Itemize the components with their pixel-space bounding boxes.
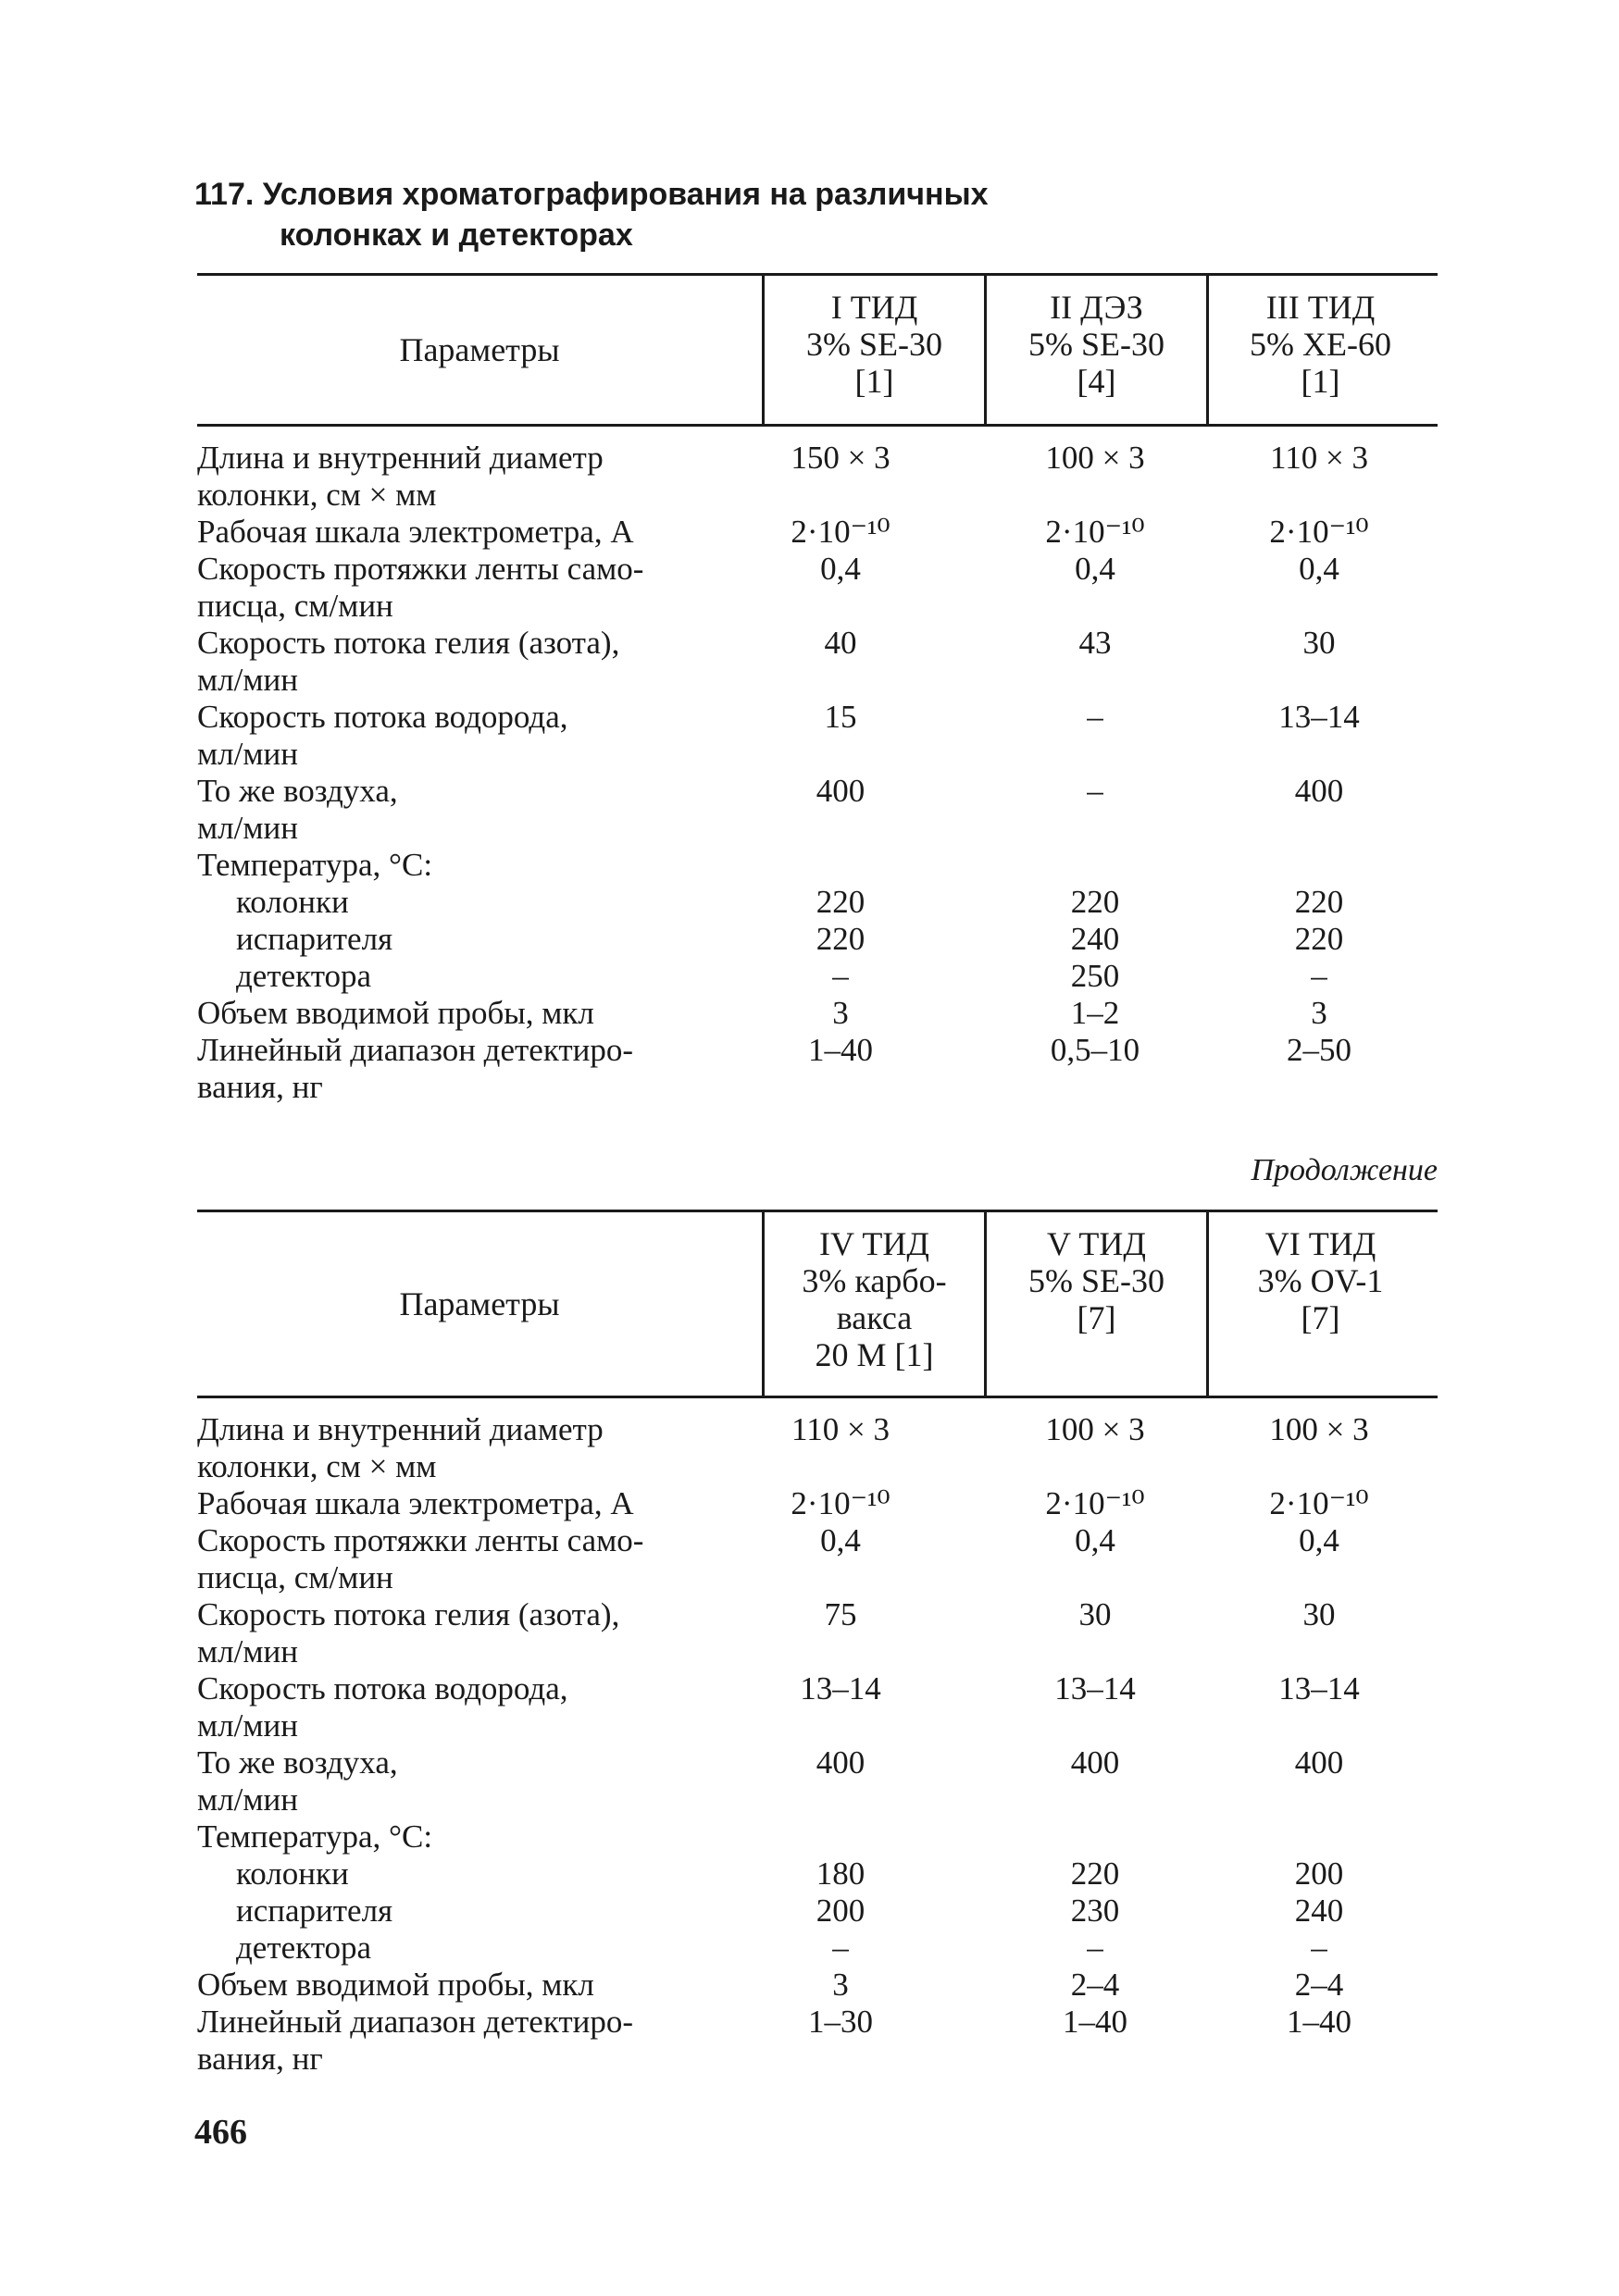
- cell-value: 150 × 3: [791, 440, 890, 476]
- row-label: [197, 1596, 762, 1670]
- table-row: [197, 1032, 1438, 1106]
- title-line-1: 117. Условия хроматографирования на различных: [194, 177, 989, 212]
- row-label-line: Линейный диапазон детектиро-: [197, 1032, 634, 1068]
- cell-value: 220: [1294, 884, 1344, 920]
- row-label-line: мл/мин: [197, 662, 298, 698]
- cell-value: –: [1311, 958, 1327, 994]
- row-label: [197, 2004, 762, 2078]
- cell-value: 240: [1070, 921, 1120, 957]
- table-row: [197, 1855, 1438, 1893]
- cell-value: 240: [1294, 1893, 1344, 1929]
- column-header-line: III ТИД: [1265, 289, 1376, 326]
- cell-value: 2·10⁻¹⁰: [1269, 514, 1369, 550]
- column-header: [1206, 276, 1432, 424]
- table-row: [197, 625, 1438, 699]
- row-label-line: Длина и внутренний диаметр: [197, 440, 604, 476]
- row-label-line: Скорость потока гелия (азота),: [197, 1596, 620, 1632]
- row-label-line: испарителя: [236, 1893, 393, 1929]
- column-header: [984, 276, 1206, 424]
- cell-value: 200: [816, 1893, 866, 1929]
- cell-value: 15: [824, 699, 857, 735]
- table-row: [197, 884, 1438, 921]
- row-label-line: Линейный диапазон детектиро-: [197, 2004, 634, 2040]
- cell-value: 2–4: [1070, 1967, 1120, 2003]
- row-label-line: мл/мин: [197, 736, 298, 772]
- row-label-line: писца, см/мин: [197, 588, 393, 624]
- cell-value: 220: [1294, 921, 1344, 957]
- column-header-line: [1]: [1301, 363, 1340, 400]
- cell-value: [984, 847, 1206, 884]
- cell-value: 220: [816, 884, 866, 920]
- cell-value: 1–40: [1063, 2004, 1127, 2040]
- column-header-line: II ДЭЗ: [1050, 289, 1143, 326]
- cell-value: 400: [1294, 773, 1344, 809]
- cell-value: [1206, 1818, 1432, 1855]
- row-label-line: детектора: [236, 958, 372, 994]
- row-label-line: Рабочая шкала электрометра, А: [197, 1485, 634, 1521]
- table-row: [197, 1818, 1438, 1855]
- table-row: [197, 1411, 1438, 1485]
- row-label: [197, 884, 762, 921]
- table-header: [197, 1212, 1438, 1396]
- cell-value: 1–40: [808, 1032, 873, 1068]
- row-label: [197, 1967, 762, 2004]
- row-label-line: детектора: [236, 1930, 372, 1966]
- row-label-line: колонки, см × мм: [197, 1448, 437, 1484]
- row-label: [197, 921, 762, 958]
- cell-value: 13–14: [1054, 1670, 1136, 1706]
- row-label-line: Температура, °С:: [197, 1818, 433, 1855]
- table-row: [197, 1596, 1438, 1670]
- cell-value: 0,4: [1075, 551, 1115, 587]
- row-label: [197, 699, 762, 773]
- row-label-line: мл/мин: [197, 1781, 298, 1818]
- row-label-line: То же воздуха,: [197, 773, 398, 809]
- table-row: [197, 1930, 1438, 1967]
- cell-value: 110 × 3: [1270, 440, 1368, 476]
- column-header-line: IV ТИД: [819, 1225, 929, 1262]
- row-label: [197, 1522, 762, 1596]
- cell-value: 400: [1294, 1744, 1344, 1781]
- cell-value: 13–14: [1278, 1670, 1360, 1706]
- column-header-line: 3% OV-1: [1257, 1262, 1384, 1299]
- column-header-line: 3% SE-30: [806, 326, 942, 363]
- cell-value: 30: [1302, 1596, 1336, 1632]
- table-row: [197, 958, 1438, 995]
- cell-value: 2·10⁻¹⁰: [791, 1485, 890, 1521]
- row-label: [197, 514, 762, 551]
- cell-value: –: [1311, 1930, 1327, 1966]
- header-parameters: Параметры: [399, 331, 560, 368]
- column-header-line: вакса: [836, 1299, 913, 1336]
- cell-value: 2·10⁻¹⁰: [1045, 514, 1145, 550]
- cell-value: 30: [1078, 1596, 1112, 1632]
- table-row: [197, 773, 1438, 847]
- cell-value: 100 × 3: [1045, 440, 1145, 476]
- cell-value: 1–30: [808, 2004, 873, 2040]
- row-label: [197, 1855, 762, 1893]
- row-label: [197, 1032, 762, 1106]
- row-label: [197, 625, 762, 699]
- row-label-line: Длина и внутренний диаметр: [197, 1411, 604, 1447]
- row-label-line: писца, см/мин: [197, 1559, 393, 1595]
- header-parameters: Параметры: [399, 1285, 560, 1322]
- row-label-line: вания, нг: [197, 1069, 323, 1105]
- table-row: [197, 440, 1438, 514]
- row-label-line: колонки: [236, 884, 349, 920]
- row-label-line: То же воздуха,: [197, 1744, 398, 1781]
- column-header: [1206, 1212, 1432, 1396]
- row-label-line: Скорость потока водорода,: [197, 1670, 568, 1706]
- row-label-line: испарителя: [236, 921, 393, 957]
- cell-value: 2–50: [1287, 1032, 1351, 1068]
- row-label: [197, 1411, 762, 1485]
- cell-value: –: [832, 958, 849, 994]
- column-header: [762, 1212, 984, 1396]
- cell-value: 250: [1070, 958, 1120, 994]
- table-row: [197, 995, 1438, 1032]
- row-label-line: Рабочая шкала электрометра, А: [197, 514, 634, 550]
- table-row: [197, 1967, 1438, 2004]
- row-label: [197, 847, 762, 884]
- cell-value: [1206, 847, 1432, 884]
- cell-value: 400: [1070, 1744, 1120, 1781]
- cell-value: 0,4: [1075, 1522, 1115, 1558]
- cell-value: 3: [832, 995, 849, 1031]
- cell-value: 0,4: [820, 551, 861, 587]
- cell-value: 2·10⁻¹⁰: [1045, 1485, 1145, 1521]
- cell-value: 40: [824, 625, 857, 661]
- row-label: [197, 1670, 762, 1744]
- row-label: [197, 1818, 762, 1855]
- cell-value: 220: [1070, 884, 1120, 920]
- row-label-line: мл/мин: [197, 1633, 298, 1669]
- table-header: [197, 276, 1438, 424]
- cell-value: 3: [1311, 995, 1327, 1031]
- table-title: [194, 174, 1120, 255]
- cell-value: 180: [816, 1855, 866, 1892]
- cell-value: 100 × 3: [1045, 1411, 1145, 1447]
- cell-value: 2–4: [1294, 1967, 1344, 2003]
- table-row: [197, 2004, 1438, 2078]
- cell-value: 43: [1078, 625, 1112, 661]
- table-row: [197, 514, 1438, 551]
- row-label-line: Объем вводимой пробы, мкл: [197, 1967, 594, 2003]
- table-body: [197, 1398, 1438, 2078]
- cell-value: 100 × 3: [1269, 1411, 1369, 1447]
- column-header-line: I ТИД: [830, 289, 918, 326]
- cell-value: [762, 1818, 984, 1855]
- cell-value: 200: [1294, 1855, 1344, 1892]
- column-header-line: [7]: [1301, 1299, 1340, 1336]
- row-label-line: колонки: [236, 1855, 349, 1892]
- continuation-label: Продолжение: [1251, 1153, 1438, 1187]
- row-label-line: колонки, см × мм: [197, 477, 437, 513]
- row-label: [197, 1485, 762, 1522]
- cell-value: 110 × 3: [791, 1411, 890, 1447]
- cell-value: 230: [1070, 1893, 1120, 1929]
- table-row: [197, 699, 1438, 773]
- row-label: [197, 995, 762, 1032]
- row-label-line: мл/мин: [197, 810, 298, 846]
- column-header-line: [7]: [1077, 1299, 1116, 1336]
- row-label: [197, 551, 762, 625]
- row-label-line: Скорость протяжки ленты само-: [197, 551, 644, 587]
- column-header-line: 3% карбо-: [802, 1262, 947, 1299]
- cell-value: 1–40: [1287, 2004, 1351, 2040]
- cell-value: 1–2: [1070, 995, 1120, 1031]
- cell-value: 3: [832, 1967, 849, 2003]
- table-row: [197, 1485, 1438, 1522]
- table-row: [197, 921, 1438, 958]
- row-label-line: Скорость потока гелия (азота),: [197, 625, 620, 661]
- page-number: 466: [194, 2113, 247, 2152]
- column-header-line: 5% XE-60: [1250, 326, 1391, 363]
- table-2: [197, 1210, 1438, 2078]
- cell-value: 400: [816, 1744, 866, 1781]
- column-header-line: 5% SE-30: [1028, 326, 1164, 363]
- cell-value: –: [1087, 699, 1103, 735]
- row-label-line: Скорость потока водорода,: [197, 699, 568, 735]
- cell-value: 2·10⁻¹⁰: [1269, 1485, 1369, 1521]
- row-label: [197, 440, 762, 514]
- column-header-line: 20 М [1]: [815, 1336, 934, 1373]
- cell-value: –: [1087, 1930, 1103, 1966]
- row-label: [197, 773, 762, 847]
- column-header-line: [4]: [1077, 363, 1116, 400]
- cell-value: 30: [1302, 625, 1336, 661]
- row-label-line: Температура, °С:: [197, 847, 433, 883]
- table-row: [197, 847, 1438, 884]
- cell-value: [984, 1818, 1206, 1855]
- title-line-2: колонках и детекторах: [280, 217, 633, 253]
- table-body: [197, 427, 1438, 1106]
- cell-value: 0,5–10: [1050, 1032, 1140, 1068]
- column-header-line: VI ТИД: [1264, 1225, 1376, 1262]
- row-label: [197, 958, 762, 995]
- row-label-line: Объем вводимой пробы, мкл: [197, 995, 594, 1031]
- cell-value: 0,4: [820, 1522, 861, 1558]
- table-row: [197, 551, 1438, 625]
- cell-value: [762, 847, 984, 884]
- cell-value: 13–14: [800, 1670, 881, 1706]
- row-label: [197, 1893, 762, 1930]
- column-header-line: 5% SE-30: [1028, 1262, 1164, 1299]
- row-label: [197, 1930, 762, 1967]
- table-row: [197, 1744, 1438, 1818]
- table-row: [197, 1893, 1438, 1930]
- row-label-line: мл/мин: [197, 1707, 298, 1744]
- cell-value: 220: [1070, 1855, 1120, 1892]
- column-header: [762, 276, 984, 424]
- table-row: [197, 1670, 1438, 1744]
- column-header: [984, 1212, 1206, 1396]
- cell-value: 2·10⁻¹⁰: [791, 514, 890, 550]
- column-header-line: V ТИД: [1047, 1225, 1146, 1262]
- cell-value: –: [832, 1930, 849, 1966]
- cell-value: 75: [824, 1596, 857, 1632]
- row-label-line: вания, нг: [197, 2041, 323, 2077]
- table-row: [197, 1522, 1438, 1596]
- row-label: [197, 1744, 762, 1818]
- cell-value: 13–14: [1278, 699, 1360, 735]
- column-header-line: [1]: [854, 363, 894, 400]
- table-1: [197, 273, 1438, 1106]
- cell-value: 0,4: [1299, 551, 1339, 587]
- cell-value: 0,4: [1299, 1522, 1339, 1558]
- cell-value: 220: [816, 921, 866, 957]
- cell-value: –: [1087, 773, 1103, 809]
- cell-value: 400: [816, 773, 866, 809]
- row-label-line: Скорость протяжки ленты само-: [197, 1522, 644, 1558]
